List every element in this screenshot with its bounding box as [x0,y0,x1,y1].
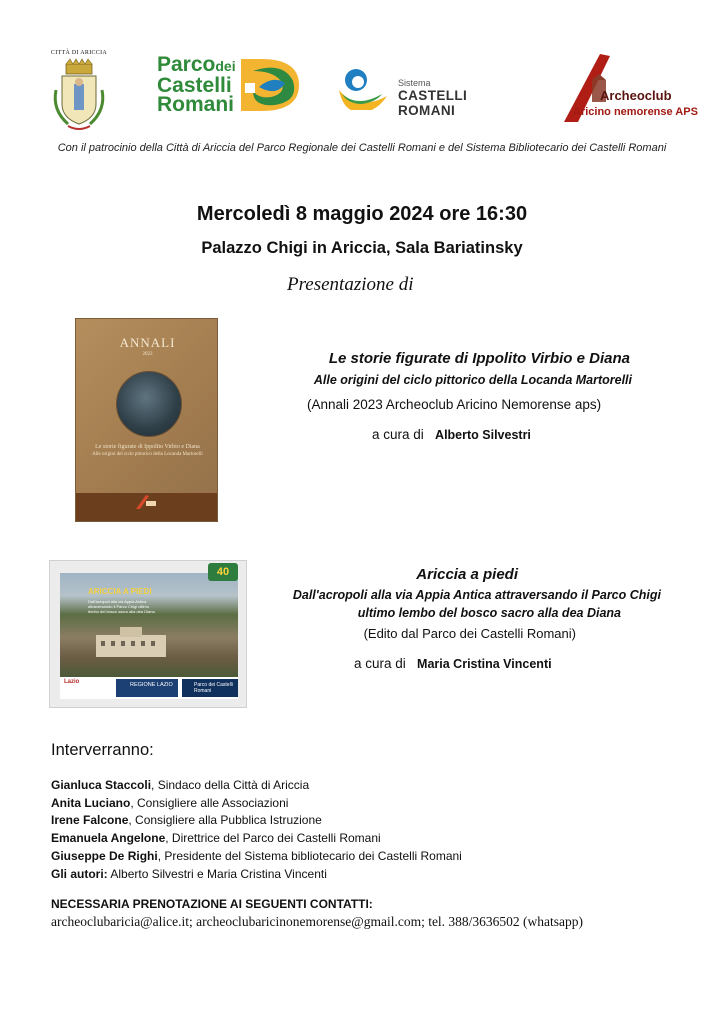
archeoclub-subtitle: Aricino nemorense APS [573,106,698,118]
annali-cover-text1: Le storie figurate di Ippolito Virbio e Diana [95,444,200,450]
speaker-role: , Sindaco della Città di Ariccia [151,778,310,792]
sistema-small-label: Sistema [398,78,431,88]
patronage-line: Con il patrocinio della Città di Ariccia del Parco Regionale dei Castelli Romani e del Sistema Bibliotecario dei Castelli Romani [57,142,667,154]
book1-curator-line [372,427,531,442]
ariccia-cover-title: ARICCIA A PIEDI [88,587,152,596]
booking-heading: NECESSARIA PRENOTAZIONE AI SEGUENTI CONTATTI: [51,897,373,911]
book2-curator: Maria Cristina Vincenti [417,657,552,671]
book2-curator-label: a cura di [354,656,406,671]
book2-subtitle1: Dall'acropoli alla via Appia Antica attraversando il Parco Chigi [292,588,661,602]
speaker-name: Giuseppe De Righi [51,848,158,863]
speaker-role: Alberto Silvestri e Maria Cristina Vincenti [107,866,327,881]
speaker-role: , Presidente del Sistema bibliotecario dei Castelli Romani [157,848,462,863]
speaker-name: Anita Luciano [51,795,131,810]
book2-title: Ariccia a piedi [416,566,518,583]
book1-curator-label: a cura di [372,427,424,442]
crest-icon [50,56,108,134]
archeoclub-small-icon [134,495,160,509]
citta-ariccia-crest [50,50,108,136]
annali-book-cover [75,318,218,522]
speakers-list [51,777,462,883]
speaker-row [51,795,462,813]
parco-word: Parco [157,53,216,76]
archeoclub-name: Archeoclub [600,88,672,103]
speaker-row [51,777,462,795]
presentation-heading: Presentazione di [287,274,414,295]
event-date: Mercoledì 8 maggio 2024 ore 16:30 [196,203,528,225]
regione-lazio-logo: REGIONE LAZIO [116,679,178,697]
parco-castelli-romani-logo [157,55,302,115]
speaker-role: , Direttrice del Parco dei Castelli Romani [165,831,381,846]
annali-cover-title: ANNALI [119,335,176,350]
speaker-name: Emanuela Angelone [51,831,166,846]
parco-small-logo: Parco dei Castelli Romani [182,679,238,697]
speaker-name: Irene Falcone [51,813,129,828]
speaker-role: , Consigliere alle Associazioni [130,795,289,810]
speaker-name: Gianluca Staccoli [51,778,152,792]
ariccia-cover-logos [60,677,238,699]
lazio-logo: Lazio [64,679,80,685]
event-place: Palazzo Chigi in Ariccia, Sala Bariatinsky [201,239,523,257]
book2-subtitle2: ultimo lembo del bosco sacro alla dea Diana [357,606,621,620]
sistema-castelli-romani-logo [336,66,526,118]
speaker-row [51,866,462,884]
booking-contacts: archeoclubaricia@alice.it; archeoclubaricinonemorense@gmail.com; tel. 388/3636502 (whatsapp) [51,914,584,929]
book1-subtitle: Alle origini del ciclo pittorico della Locanda Martorelli [313,373,632,387]
sistema-big-label: CASTELLI ROMANI [398,88,468,118]
book2-edition: (Edito dal Parco dei Castelli Romani) [363,626,576,641]
speaker-name: Gli autori: [51,866,108,881]
book1-edition: (Annali 2023 Archeoclub Aricino Nemorense aps) [307,397,602,412]
book2-curator-line [354,656,552,671]
speaker-row [51,830,462,848]
parco-emblem-icon [239,57,301,113]
annali-cover-text [86,443,209,459]
ariccia-cover-subtitle: Dall'acropoli alla via Appia Antica attraversando il Parco Chigi ultimo lembo del bosco sacro alla dea Diana [88,599,155,614]
parco-dei-word: dei [215,58,236,74]
archeoclub-logo [556,50,698,126]
speakers-heading: Interverranno: [51,741,154,759]
sistema-emblem-icon [336,66,392,110]
book1-title: Le storie figurate di Ippolito Virbio e Diana [328,350,630,367]
romani-word: Romani [157,93,235,116]
speaker-row [51,812,462,830]
crest-caption: CITTÀ DI ARICCIA [50,50,108,56]
speaker-row [51,848,462,866]
castelli-word: Castelli [157,74,232,97]
annali-cover-text2: Alle origini del ciclo pittorico della Locanda Martorelli [92,452,203,457]
book1-curator: Alberto Silvestri [435,428,531,442]
speaker-role: , Consigliere alla Pubblica Istruzione [128,813,322,828]
anniversary-40-badge: 40 [208,563,238,581]
annali-cover-year: 2023 [142,352,153,357]
